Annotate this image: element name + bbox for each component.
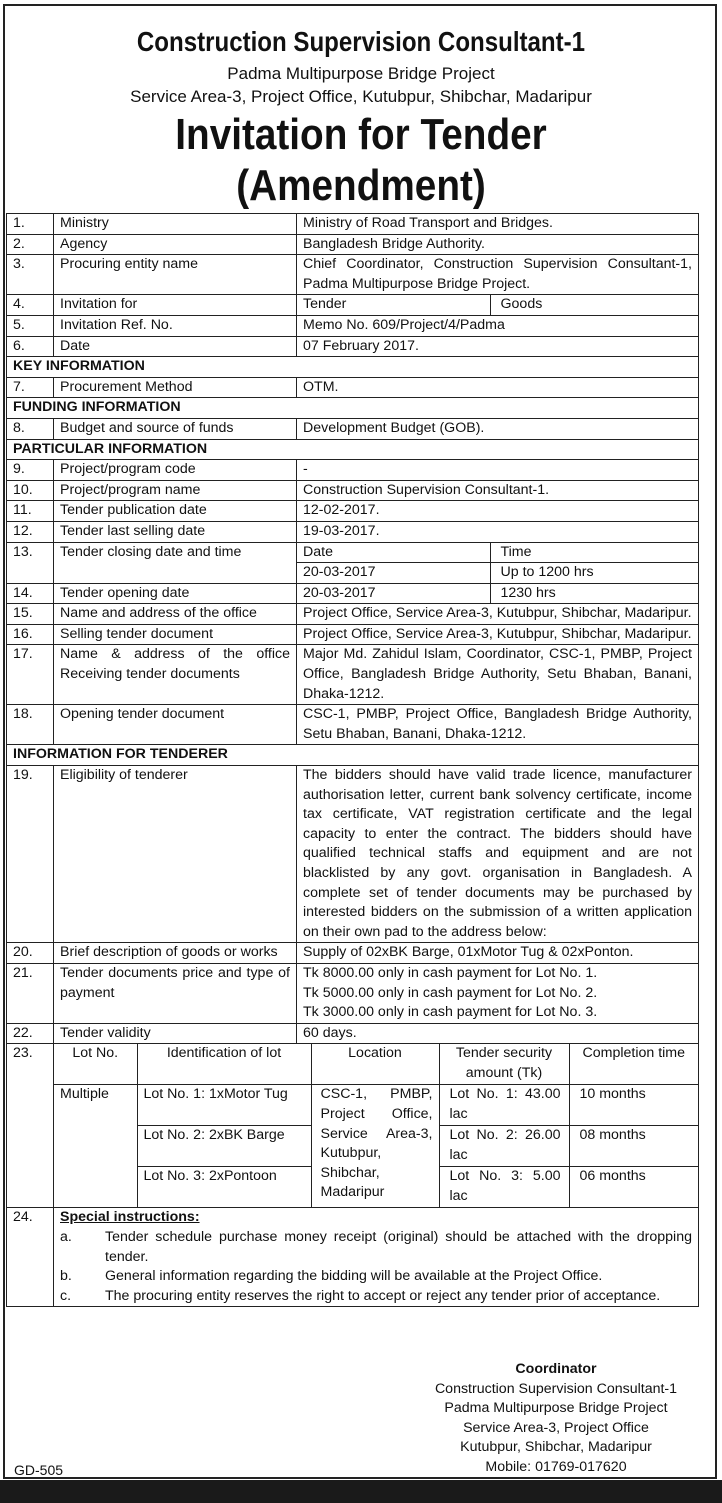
row-value: 19-03-2017. <box>297 521 699 542</box>
section-title: PARTICULAR INFORMATION <box>7 439 699 460</box>
table-row <box>7 214 699 235</box>
lot-ident: Lot No. 1: 1xMotor Tug <box>137 1085 311 1126</box>
row-label: Invitation for <box>54 295 297 316</box>
row-label: Tender last selling date <box>54 521 297 542</box>
row-number: 7. <box>7 377 54 398</box>
row-number: 3. <box>7 255 54 295</box>
row-number: 17. <box>7 645 54 705</box>
signatory-line: Kutubpur, Shibchar, Madaripur <box>460 1439 652 1456</box>
row-label: Name & address of the office Receiving tender documents <box>54 645 297 705</box>
row-label: Opening tender document <box>54 705 297 745</box>
row-value: 07 February 2017. <box>297 336 699 357</box>
table-row <box>7 1023 699 1044</box>
row-value: Supply of 02xBK Barge, 01xMotor Tug & 02xPonton. <box>297 943 699 964</box>
lot-ident: Lot No. 3: 2xPontoon <box>137 1167 311 1208</box>
row-label: Selling tender document <box>54 624 297 645</box>
row-number: 22. <box>7 1023 54 1044</box>
tender-table <box>6 213 699 1307</box>
signatory-title: Coordinator <box>515 1361 597 1377</box>
row-number: 4. <box>7 295 54 316</box>
row-label: Tender validity <box>54 1023 297 1044</box>
row-label: Ministry <box>54 214 297 235</box>
signatory-line: Construction Supervision Consultant-1 <box>434 1380 678 1397</box>
row-number: 2. <box>7 234 54 255</box>
table-row <box>7 1208 699 1307</box>
signatory-mobile: Mobile: 01769-017620 <box>485 1458 627 1475</box>
instruction-text: General information regarding the bidding will be available at the Project Office. <box>105 1268 603 1285</box>
opening-time: 1230 hrs <box>500 584 556 601</box>
table-row <box>7 255 699 295</box>
lot-completion: 08 months <box>569 1126 698 1167</box>
row-value: OTM. <box>297 377 699 398</box>
section-title: FUNDING INFORMATION <box>7 398 699 419</box>
section-header <box>7 357 699 378</box>
row-number: 16. <box>7 624 54 645</box>
row-value: - <box>297 460 699 481</box>
signature-block <box>426 1360 686 1478</box>
section-title: KEY INFORMATION <box>7 357 699 378</box>
section-header <box>7 398 699 419</box>
row-label: Date <box>54 336 297 357</box>
row-value: Development Budget (GOB). <box>297 418 699 439</box>
row-value: Major Md. Zahidul Islam, Coordinator, CSC-1, PMBP, Project Office, Bangladesh Bridge Authority, Setu Bhaban, Banani, Dhaka-1212. <box>297 645 699 705</box>
row-value: Construction Supervision Consultant-1. <box>297 480 699 501</box>
table-row <box>7 336 699 357</box>
instruction-text: Tender schedule purchase money receipt (original) should be attached with the dropping tender. <box>105 1228 692 1265</box>
row-value: CSC-1, PMBP, Project Office, Bangladesh Bridge Authority, Setu Bhaban, Banani, Dhaka-1212. <box>297 705 699 745</box>
closing-date: 20-03-2017 <box>297 563 490 583</box>
lot-completion: 10 months <box>569 1085 698 1126</box>
price-lot-2: Tk 5000.00 only in cash payment for Lot No. 2. <box>303 984 598 1001</box>
page-title: Invitation for Tender <box>175 110 547 159</box>
footer-code: GD-505 <box>14 1462 64 1478</box>
location-header: Location <box>311 1044 439 1085</box>
lot-security: Lot No. 3: 5.00 lac <box>439 1167 569 1208</box>
table-row <box>7 766 699 943</box>
lot-table <box>54 1044 698 1207</box>
row-value: 12-02-2017. <box>297 501 699 522</box>
signatory-line: Service Area-3, Project Office <box>463 1419 649 1436</box>
row-value: Memo No. 609/Project/4/Padma <box>297 315 699 336</box>
row-number: 8. <box>7 418 54 439</box>
row-value: Bangladesh Bridge Authority. <box>297 234 699 255</box>
ident-header: Identification of lot <box>137 1044 311 1085</box>
table-row <box>7 705 699 745</box>
row-label: Invitation Ref. No. <box>54 315 297 336</box>
row-number: 1. <box>7 214 54 235</box>
invitation-type: Tender <box>297 295 490 315</box>
lot-ident: Lot No. 2: 2xBK Barge <box>137 1126 311 1167</box>
row-label: Tender closing date and time <box>54 542 297 583</box>
row-number: 24. <box>7 1208 54 1307</box>
price-lot-3: Tk 3000.00 only in cash payment for Lot No. 3. <box>303 1004 598 1021</box>
table-row <box>7 295 699 316</box>
row-value: The bidders should have valid trade licence, manufacturer authorisation letter, current bank solvency certificate, income tax certificate, VAT registration certificate and the legal capacity to enter the contract. The bidders should have qualified technical staffs and equipment and are not blacklisted by any govt. organisation in Bangladesh. A complete set of tender documents may be purchased by interested bidders on the submission of a written application on their own pad to the address below: <box>297 766 699 943</box>
row-number: 5. <box>7 315 54 336</box>
special-instructions-title: Special instructions: <box>60 1209 200 1226</box>
office-address: Service Area-3, Project Office, Kutubpur, Shibchar, Madaripur <box>130 87 592 106</box>
row-number: 12. <box>7 521 54 542</box>
row-label: Budget and source of funds <box>54 418 297 439</box>
closing-time: Up to 1200 hrs <box>500 564 594 581</box>
lot-completion: 06 months <box>579 1168 646 1185</box>
table-row <box>7 377 699 398</box>
table-row <box>7 418 699 439</box>
table-row <box>7 583 699 604</box>
row-label: Procuring entity name <box>54 255 297 295</box>
signatory-line: Padma Multipurpose Bridge Project <box>444 1400 668 1417</box>
project-name: Padma Multipurpose Bridge Project <box>227 64 495 83</box>
row-label: Eligibility of tenderer <box>54 766 297 943</box>
row-number: 11. <box>7 501 54 522</box>
row-label: Brief description of goods or works <box>54 943 297 964</box>
row-number: 14. <box>7 583 54 604</box>
table-row <box>7 521 699 542</box>
row-number: 6. <box>7 336 54 357</box>
table-row <box>7 315 699 336</box>
completion-header: Completion time <box>569 1044 698 1085</box>
price-lot-1: Tk 8000.00 only in cash payment for Lot No. 1. <box>303 964 598 981</box>
section-title: INFORMATION FOR TENDERER <box>7 745 699 766</box>
row-number: 18. <box>7 705 54 745</box>
security-header: Tender security amount (Tk) <box>439 1044 569 1085</box>
opening-date: 20-03-2017 <box>297 584 490 604</box>
instruction-item <box>60 1267 692 1287</box>
row-number: 9. <box>7 460 54 481</box>
date-header: Date <box>297 543 490 563</box>
row-number: 21. <box>7 963 54 1023</box>
row-label: Tender publication date <box>54 501 297 522</box>
lot-number: Multiple <box>54 1085 137 1208</box>
instruction-text: The procuring entity reserves the right to accept or reject any tender prior of acceptance. <box>105 1287 661 1304</box>
table-row <box>7 645 699 705</box>
table-row <box>7 1044 699 1208</box>
section-header <box>7 439 699 460</box>
row-value: Project Office, Service Area-3, Kutubpur, Shibchar, Madaripur. <box>297 604 699 625</box>
bottom-scan-bar <box>0 1480 722 1503</box>
lot-header: Lot No. <box>54 1044 137 1085</box>
table-row <box>7 480 699 501</box>
row-number: 13. <box>7 542 54 583</box>
row-label: Agency <box>54 234 297 255</box>
instruction-letter: a. <box>60 1228 72 1245</box>
lot-security: Lot No. 2: 26.00 lac <box>439 1126 569 1167</box>
row-number: 20. <box>7 943 54 964</box>
table-row <box>7 460 699 481</box>
table-row <box>7 624 699 645</box>
org-title: Construction Supervision Consultant-1 <box>136 26 586 57</box>
row-label: Tender documents price and type of payment <box>54 963 297 1023</box>
lot-location: CSC-1, PMBP, Project Office, Service Area-3, Kutubpur, Shibchar, Madaripur <box>311 1085 439 1208</box>
section-header <box>7 745 699 766</box>
row-value: Chief Coordinator, Construction Supervision Consultant-1, Padma Multipurpose Bridge Project. <box>297 255 699 295</box>
row-label: Tender opening date <box>54 583 297 604</box>
page-subtitle: (Amendment) <box>236 161 486 210</box>
table-row <box>7 604 699 625</box>
row-label: Project/program name <box>54 480 297 501</box>
instruction-item <box>60 1228 692 1267</box>
row-value: 60 days. <box>297 1023 699 1044</box>
time-header: Time <box>490 543 698 563</box>
row-number: 19. <box>7 766 54 943</box>
table-row <box>7 963 699 1023</box>
instruction-letter: b. <box>60 1268 72 1285</box>
table-row <box>7 943 699 964</box>
table-row <box>7 501 699 522</box>
row-label: Project/program code <box>54 460 297 481</box>
row-label: Name and address of the office <box>54 604 297 625</box>
table-row <box>7 234 699 255</box>
table-row <box>7 542 699 583</box>
lot-security: Lot No. 1: 43.00 lac <box>439 1085 569 1126</box>
instruction-letter: c. <box>60 1287 72 1304</box>
instruction-item <box>60 1287 692 1307</box>
invitation-category: Goods <box>500 296 543 313</box>
row-number: 23. <box>7 1044 54 1208</box>
row-number: 15. <box>7 604 54 625</box>
row-value: Project Office, Service Area-3, Kutubpur, Shibchar, Madaripur. <box>297 624 699 645</box>
row-value: Ministry of Road Transport and Bridges. <box>297 214 699 235</box>
row-number: 10. <box>7 480 54 501</box>
row-label: Procurement Method <box>54 377 297 398</box>
